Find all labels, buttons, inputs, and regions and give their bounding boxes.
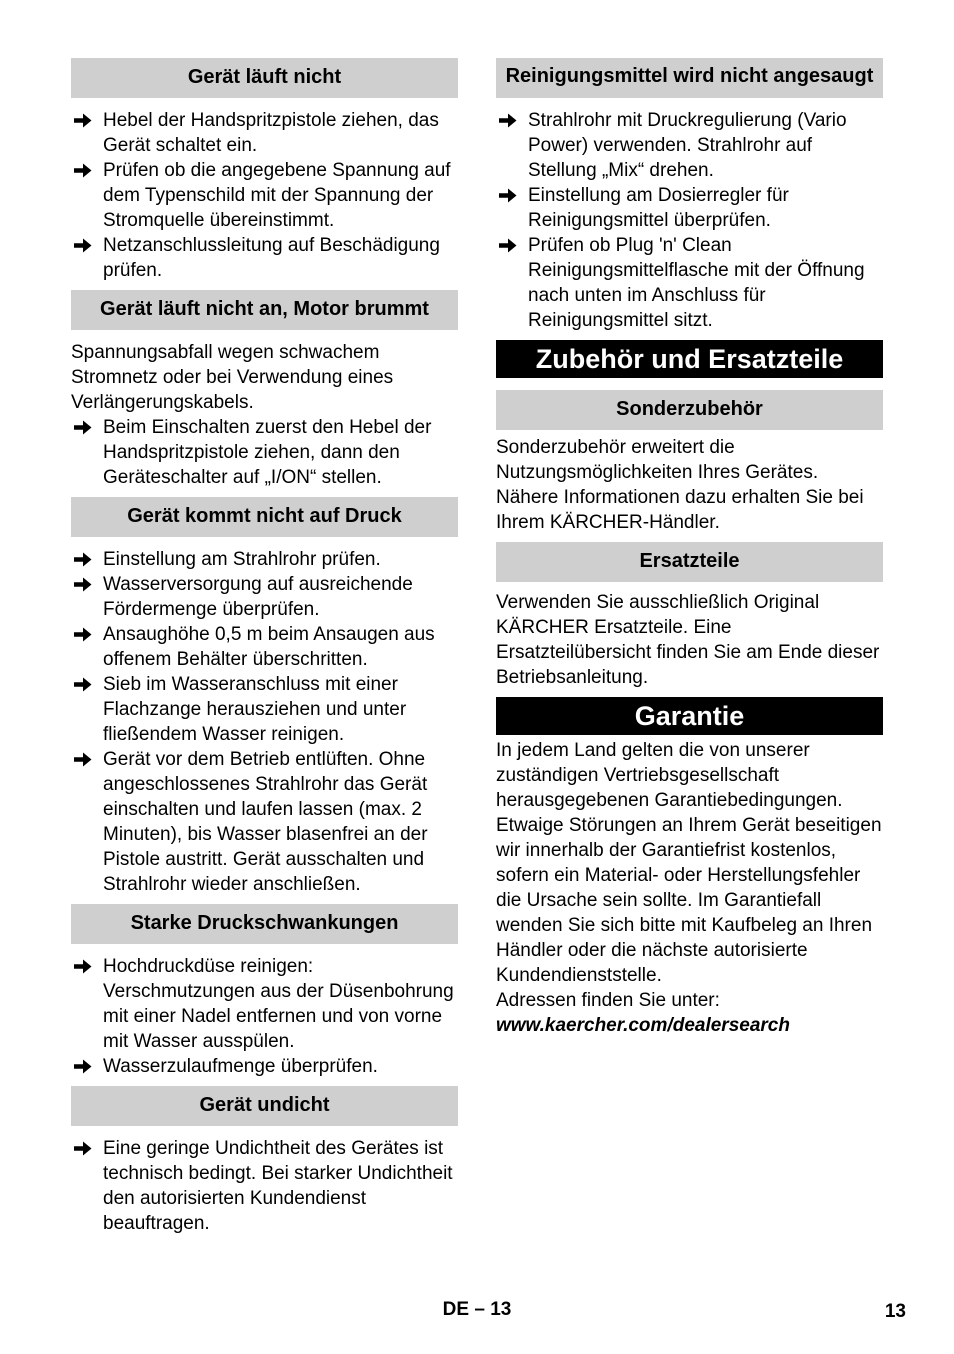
paragraph-motor-brummt: Spannungsabfall wegen schwachem Stromnetz oder bei Verwendung eines Verlängerungskabels. [71, 342, 394, 413]
list-geraet-laeuft-nicht [71, 108, 458, 283]
heading-garantie: Garantie [496, 697, 883, 735]
arrow-right-icon [74, 622, 94, 647]
arrow-right-icon [74, 672, 94, 697]
paragraph-garantie: In jedem Land gelten die von unserer zuständigen Vertriebsgesellschaft herausgegebenen Garantiebedingungen. Etwaige Störungen an Ihrem Gerät beseitigen wir innerhalb der Garantiefrist kostenlos, sofern ein Material- oder Herstellungsfehler die Ursache sein sollte. Im Garantiefall wenden Sie sich bitte mit Kaufbeleg an Ihren Händler oder die nächste autorisierte Kundendienststelle. [496, 740, 882, 986]
page-number: 13 [884, 1301, 906, 1322]
page-footer-label: DE – 13 [442, 1299, 512, 1320]
paragraph-ersatzteile: Verwenden Sie ausschließlich Original KÄRCHER Ersatzteile. Eine Ersatzteilübersicht finden Sie am Ende dieser Betriebsanleitung. [496, 592, 880, 688]
heading-zubehoer-ersatzteile: Zubehör und Ersatzteile [496, 340, 883, 378]
arrow-right-icon [74, 547, 94, 572]
arrow-right-icon [74, 1136, 94, 1161]
paragraph-sonderzubehoer: Sonderzubehör erweitert die Nutzungsmöglichkeiten Ihres Gerätes. Nähere Informationen dazu erhalten Sie bei Ihrem KÄRCHER-Händler. [496, 437, 864, 533]
heading-geraet-laeuft-nicht: Gerät läuft nicht [71, 58, 458, 98]
heading-motor-brummt: Gerät läuft nicht an, Motor brummt [71, 290, 458, 330]
heading-sonderzubehoer: Sonderzubehör [496, 390, 883, 430]
list-item: Beim Einschalten zuerst den Hebel der Handspritzpistole ziehen, dann den Geräteschalter auf „I/ON“ stellen. [71, 415, 458, 490]
list-item: Strahlrohr mit Druckregulierung (Vario Power) verwenden. Strahlrohr auf Stellung „Mix“ drehen. [496, 108, 883, 183]
list-reinigungsmittel [496, 108, 883, 333]
list-motor-brummt [71, 415, 458, 490]
left-column [71, 58, 458, 1236]
list-item: Eine geringe Undichtheit des Gerätes ist technisch bedingt. Bei starker Undichtheit den autorisierten Kundendienst beauftragen. [71, 1136, 458, 1236]
list-kein-druck [71, 547, 458, 897]
list-item: Sieb im Wasseranschluss mit einer Flachzange herausziehen und unter fließendem Wasser reinigen. [71, 672, 458, 747]
arrow-right-icon [74, 108, 94, 133]
list-item: Hochdruckdüse reinigen: Verschmutzungen aus der Düsenbohrung mit einer Nadel entfernen und von vorne mit Wasser ausspülen. [71, 954, 458, 1054]
arrow-right-icon [499, 183, 519, 208]
list-item: Ansaughöhe 0,5 m beim Ansaugen aus offenem Behälter überschritten. [71, 622, 458, 672]
list-item: Einstellung am Strahlrohr prüfen. [71, 547, 458, 572]
heading-kein-druck: Gerät kommt nicht auf Druck [71, 497, 458, 537]
heading-geraet-undicht: Gerät undicht [71, 1086, 458, 1126]
arrow-right-icon [499, 233, 519, 258]
arrow-right-icon [74, 954, 94, 979]
arrow-right-icon [74, 233, 94, 258]
arrow-right-icon [74, 747, 94, 772]
heading-ersatzteile: Ersatzteile [496, 542, 883, 582]
arrow-right-icon [74, 158, 94, 183]
heading-druckschwankungen: Starke Druckschwankungen [71, 904, 458, 944]
list-item: Gerät vor dem Betrieb entlüften. Ohne angeschlossenes Strahlrohr das Gerät einschalten und laufen lassen (max. 2 Minuten), bis Wasser blasenfrei an der Pistole austritt. Gerät ausschalten und Strahlrohr wieder anschließen. [71, 747, 458, 897]
list-druckschwankungen [71, 954, 458, 1079]
arrow-right-icon [74, 572, 94, 597]
paragraph-adressen: Adressen finden Sie unter: [496, 990, 720, 1011]
arrow-right-icon [74, 415, 94, 440]
heading-reinigungsmittel: Reinigungsmittel wird nicht angesaugt [496, 58, 883, 98]
list-item: Wasserzulaufmenge überprüfen. [71, 1054, 458, 1079]
arrow-right-icon [74, 1054, 94, 1079]
list-item: Wasserversorgung auf ausreichende Fördermenge überprüfen. [71, 572, 458, 622]
list-item: Prüfen ob die angegebene Spannung auf dem Typenschild mit der Spannung der Stromquelle übereinstimmt. [71, 158, 458, 233]
list-item: Prüfen ob Plug 'n' Clean Reinigungsmittelflasche mit der Öffnung nach unten im Anschluss für Reinigungsmittel sitzt. [496, 233, 883, 333]
list-item: Hebel der Handspritzpistole ziehen, das Gerät schaltet ein. [71, 108, 458, 158]
arrow-right-icon [499, 108, 519, 133]
list-geraet-undicht [71, 1136, 458, 1236]
list-item: Netzanschlussleitung auf Beschädigung prüfen. [71, 233, 458, 283]
right-column [496, 58, 883, 1038]
dealer-search-link[interactable]: www.kaercher.com/dealersearch [496, 1015, 790, 1036]
list-item: Einstellung am Dosierregler für Reinigungsmittel überprüfen. [496, 183, 883, 233]
